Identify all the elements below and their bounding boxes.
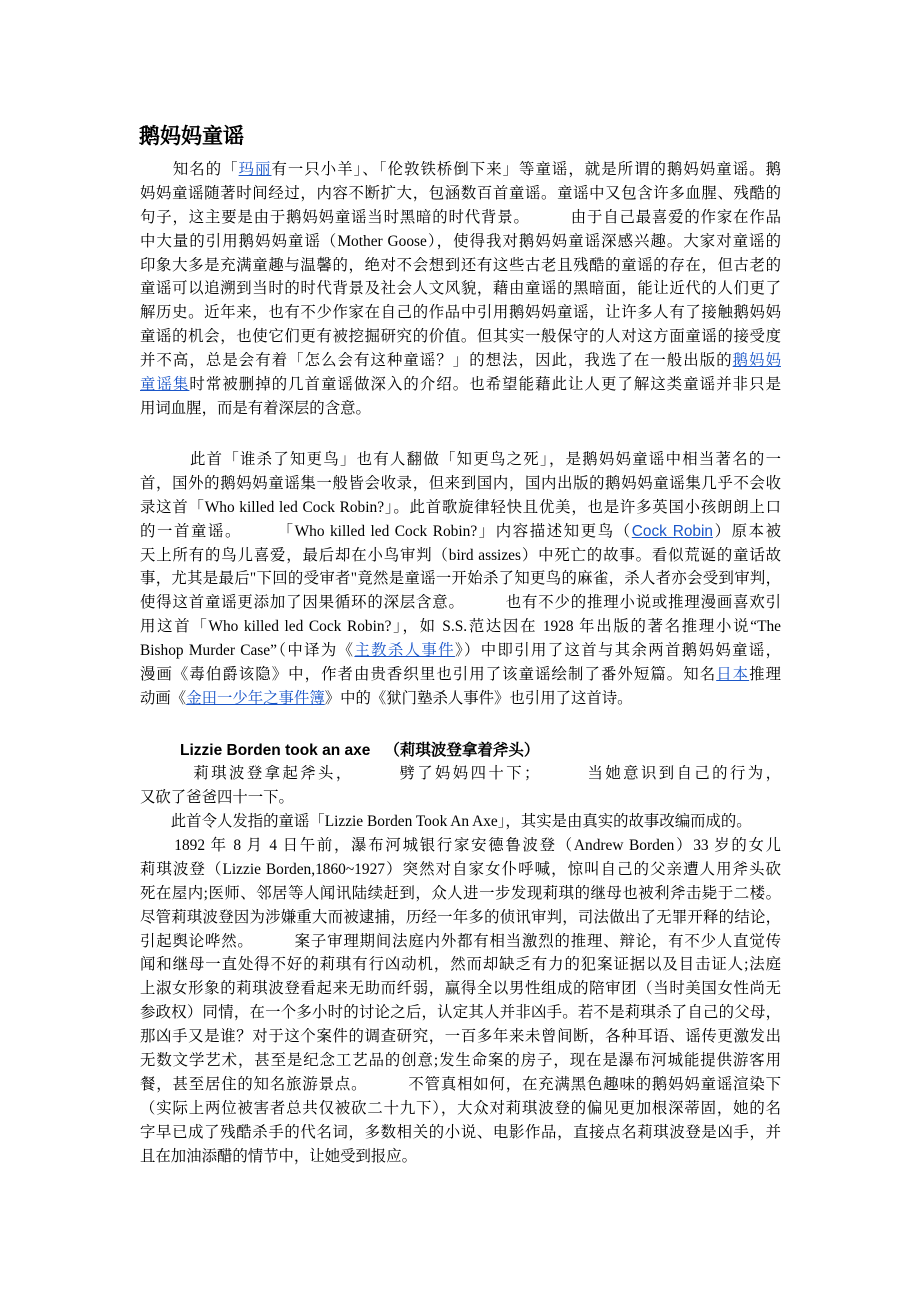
text-segment: 的一首童谣。 「Who killed led Cock Robin?」内容描述知更鸟（ bbox=[140, 522, 632, 540]
text-segment: 有一只小羊」、「伦敦铁桥倒下来」等童谣，就是所谓的鹅妈妈童谣。鹅 bbox=[271, 161, 781, 178]
text-line bbox=[140, 858, 781, 882]
text-line bbox=[140, 448, 781, 472]
text-line bbox=[140, 373, 781, 397]
text-segment: 又砍了爸爸四十一下。 bbox=[140, 788, 294, 806]
text-line bbox=[140, 591, 781, 615]
text-segment: 且在加油添醋的情节中，让她受到报应。 bbox=[140, 1147, 418, 1165]
text-segment: 知名的「 bbox=[140, 161, 239, 178]
text-segment: 用这首「Who killed led Cock Robin?」，如 S.S.范达因在 1928 年出版的著名推理小说“The bbox=[140, 618, 781, 636]
text-segment: 字早已成了残酷杀手的代名词，多数相关的小说、电影作品，直接点名莉琪波登是凶手，并 bbox=[140, 1123, 781, 1141]
text-line bbox=[140, 906, 781, 930]
text-segment: 参政权）同情，在一个多小时的讨论之后，认定其人并非凶手。若不是莉琪杀了自己的父母， bbox=[140, 1004, 781, 1022]
text-line bbox=[140, 301, 781, 325]
text-line bbox=[140, 158, 781, 182]
inline-link[interactable]: 日本 bbox=[716, 666, 750, 684]
text-segment: 解历史。近年来，也有不少作家在自己的作品中引用鹅妈妈童谣，让许多人有了接触鹅妈妈 bbox=[140, 304, 781, 322]
paragraph-cock-robin bbox=[140, 448, 781, 711]
text-segment: 1892 年 8 月 4 日午前，瀑布河城银行家安德鲁波登（Andrew Borden）33 岁的女儿 bbox=[140, 837, 781, 854]
text-line bbox=[140, 544, 781, 568]
section-heading-cn: （莉琪波登拿着斧头） bbox=[384, 742, 540, 759]
text-line bbox=[140, 1001, 781, 1025]
text-line bbox=[140, 687, 781, 711]
text-segment: 闻和继母一直处得不好的莉琪有行凶动机，然而却缺乏有力的犯案证据以及目击证人;法庭 bbox=[140, 956, 781, 974]
text-segment: 天上所有的鸟儿喜爱，最后却在小鸟审判（bird assizes）中死亡的故事。看似荒诞的童话故 bbox=[140, 546, 781, 564]
page-title: 鹅妈妈童谣 bbox=[139, 124, 244, 148]
text-segment: 此首令人发指的童谣「Lizzie Borden Took An Axe」，其实是由真实的故事改编而成的。 bbox=[140, 813, 752, 830]
text-line bbox=[140, 325, 781, 349]
text-segment: 死在屋内;医师、邻居等人闻讯陆续赶到，众人进一步发现莉琪的继母也被利斧击毙于二楼。 bbox=[140, 884, 781, 902]
text-segment: 妈妈童谣随著时间经过，内容不断扩大，包涵数百首童谣。童谣中又包含许多血腥、残酷的 bbox=[140, 184, 781, 202]
text-line bbox=[140, 615, 781, 639]
text-segment: 童谣可以追溯到当时的时代背景及社会人文风貌，藉由童谣的黑暗面，能让近代的人们更了 bbox=[140, 280, 781, 298]
text-segment: 无数文学艺术，甚至是纪念工艺品的创意;发生命案的房子，现在是瀑布河城能提供游客用 bbox=[140, 1052, 781, 1070]
text-line bbox=[140, 1049, 781, 1073]
text-line bbox=[140, 567, 781, 591]
text-line bbox=[140, 397, 781, 421]
text-line bbox=[140, 1121, 781, 1145]
text-segment: 》）中即引用了这首与其余两首鹅妈妈童谣， bbox=[454, 642, 781, 660]
text-segment: 莉琪波登拿起斧头， 劈了妈妈四十下； 当她意识到自己的行为， bbox=[140, 765, 781, 782]
text-segment: 尽管莉琪波登因为涉嫌重大而被逮捕，历经一年多的侦讯审判，司法做出了无罪开释的结论， bbox=[140, 908, 781, 926]
text-line bbox=[140, 1025, 781, 1049]
text-line bbox=[140, 230, 781, 254]
inline-link[interactable]: Cock Robin bbox=[631, 522, 713, 540]
text-segment: 印象大多是充满童趣与温馨的，绝对不会想到还有这些古老且残酷的童谣的存在，但古老的 bbox=[140, 256, 781, 274]
text-segment: 此首「谁杀了知更鸟」也有人翻做「知更鸟之死」，是鹅妈妈童谣中相当著名的一 bbox=[140, 451, 781, 468]
paragraph-lizzie-intro bbox=[140, 810, 781, 834]
text-line bbox=[140, 834, 781, 858]
text-line bbox=[140, 663, 781, 687]
text-segment: 童谣的机会，也使它们更有被挖掘研究的价值。但其实一般保守的人对这方面童谣的接受度 bbox=[140, 328, 781, 346]
text-line bbox=[140, 206, 781, 230]
text-line bbox=[140, 1073, 781, 1097]
text-line bbox=[140, 472, 781, 496]
poem-lizzie-borden bbox=[140, 762, 781, 810]
inline-link[interactable]: 童谣集 bbox=[140, 376, 190, 394]
text-segment: 动画《 bbox=[140, 689, 187, 707]
text-segment: 中大量的引用鹅妈妈童谣（Mother Goose），使得我对鹅妈妈童谣深感兴趣。大家对童谣的 bbox=[140, 232, 781, 250]
text-segment: 那凶手又是谁？对于这个案件的调查研究，一百多年来未曾间断，各种耳语、谣传更激发出 bbox=[140, 1028, 781, 1046]
text-segment: Bishop Murder Case”（中译为《 bbox=[140, 642, 355, 660]
text-line bbox=[140, 182, 781, 206]
text-segment: 首，国外的鹅妈妈童谣集一般皆会收录，但来到国内，国内出版的鹅妈妈童谣集几乎不会收 bbox=[140, 474, 781, 492]
text-line bbox=[140, 520, 781, 544]
text-line bbox=[140, 977, 781, 1001]
text-line bbox=[140, 1097, 781, 1121]
text-segment: 时常被删掉的几首童谣做深入的介绍。也希望能藉此让人更了解这类童谣并非只是 bbox=[189, 376, 781, 394]
text-segment: 事，尤其是最后"下回的受审者"竟然是童谣一开始杀了知更鸟的麻雀，杀人者亦会受到审判， bbox=[140, 570, 781, 588]
section-heading bbox=[180, 738, 539, 760]
text-line bbox=[140, 810, 781, 834]
paragraph-intro bbox=[140, 158, 781, 421]
text-segment: （实际上两位被害者总共仅被砍二十九下），大众对莉琪波登的偏见更加根深蒂固，她的名 bbox=[140, 1099, 781, 1117]
inline-link[interactable]: 鹅妈妈 bbox=[732, 352, 781, 370]
text-segment: 》中的《狱门塾杀人事件》也引用了这首诗。 bbox=[324, 689, 633, 707]
text-line bbox=[140, 254, 781, 278]
text-segment: 莉琪波登（Lizzie Borden,1860~1927）突然对自家女仆呼喊，惊叫自己的父亲遭人用斧头砍 bbox=[140, 860, 781, 878]
text-segment: 句子，这主要是由于鹅妈妈童谣当时黑暗的时代背景。 由于自己最喜爱的作家在作品 bbox=[140, 208, 781, 226]
text-segment: 推理 bbox=[749, 666, 781, 684]
text-segment: 上淑女形象的莉琪波登看起来无助而纤弱，赢得全以男性组成的陪审团（当时美国女性尚无 bbox=[140, 980, 781, 998]
text-segment: 引起舆论哗然。 案子审理期间法庭内外都有相当激烈的推理、辩论，有不少人直觉传 bbox=[140, 932, 781, 950]
text-segment: 餐，甚至居住的知名旅游景点。 不管真相如何，在充满黑色趣味的鹅妈妈童谣渲染下 bbox=[140, 1075, 781, 1093]
text-line bbox=[140, 786, 781, 810]
section-heading-en: Lizzie Borden took an axe bbox=[180, 742, 371, 759]
text-segment: 使得这首童谣更添加了因果循环的深层含意。 也有不少的推理小说或推理漫画喜欢引 bbox=[140, 594, 781, 612]
text-line bbox=[140, 1145, 781, 1169]
text-segment: 录这首「Who killed led Cock Robin?」。此首歌旋律轻快且优美，也是许多英国小孩朗朗上口 bbox=[140, 498, 781, 516]
text-line bbox=[140, 930, 781, 954]
inline-link[interactable]: 玛丽 bbox=[238, 161, 272, 178]
inline-link[interactable]: 金田一少年之事件簿 bbox=[186, 689, 325, 707]
text-segment: 用词血腥，而是有着深层的含意。 bbox=[140, 399, 371, 417]
text-segment: 并不高，总是会有着「怎么会有这种童谣？」的想法，因此，我选了在一般出版的 bbox=[140, 352, 733, 370]
text-line bbox=[140, 349, 781, 373]
inline-link[interactable]: 主教杀人事件 bbox=[354, 642, 455, 660]
text-line bbox=[140, 882, 781, 906]
text-line bbox=[140, 953, 781, 977]
text-line bbox=[140, 277, 781, 301]
text-segment: ）原本被 bbox=[712, 522, 781, 540]
text-segment: 漫画《毒伯爵该隐》中，作者由贵香织里也引用了该童谣绘制了番外短篇。知名 bbox=[140, 666, 717, 684]
text-line bbox=[140, 762, 781, 786]
paragraph-lizzie-story bbox=[140, 834, 781, 1168]
text-line bbox=[140, 496, 781, 520]
text-line bbox=[140, 639, 781, 663]
